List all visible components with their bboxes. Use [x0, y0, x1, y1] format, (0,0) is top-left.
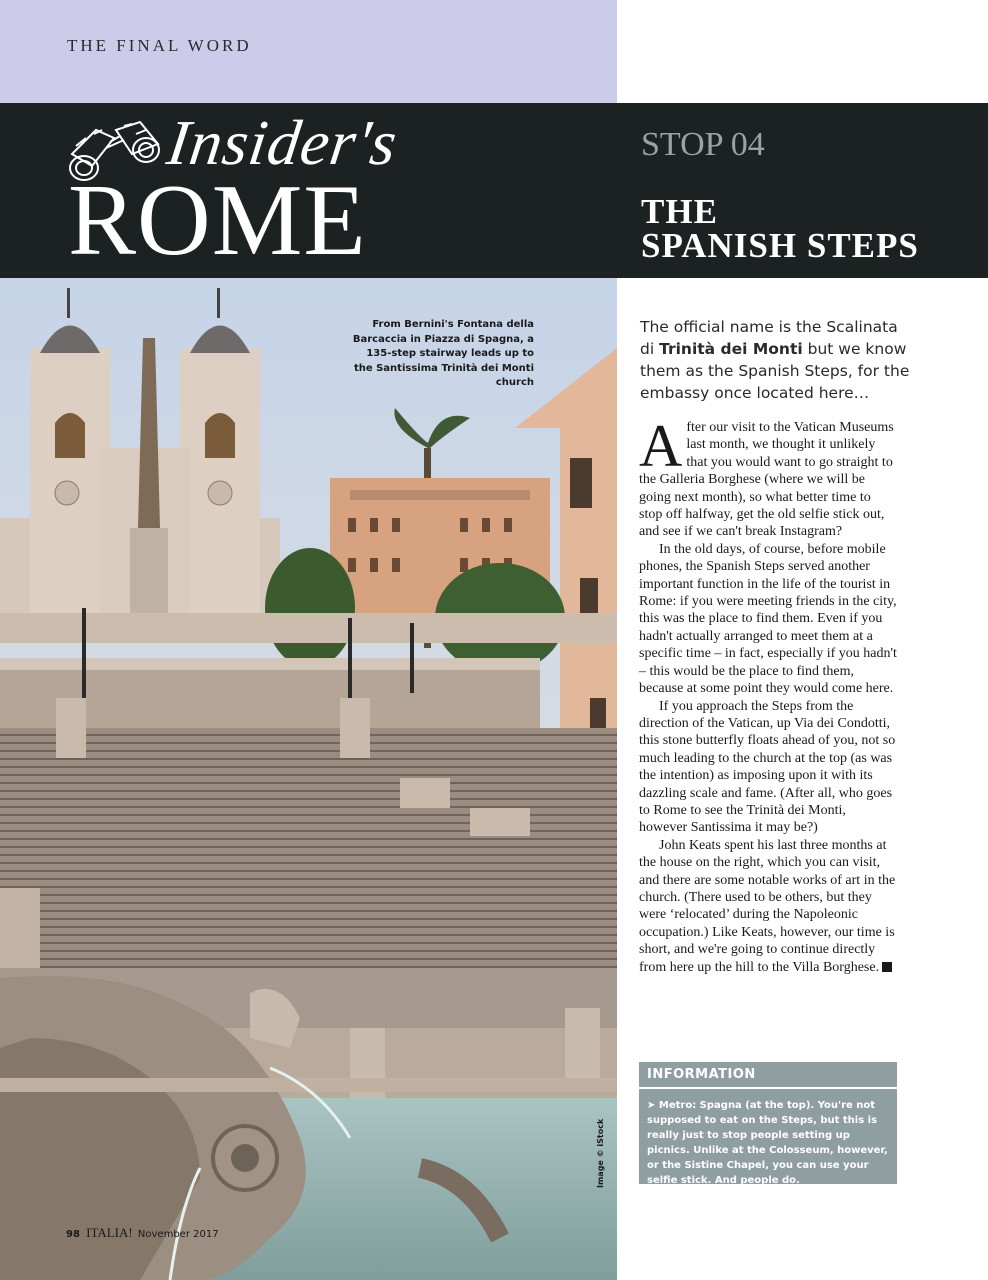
issue-date: November 2017 — [137, 1229, 219, 1240]
article-title — [641, 192, 919, 265]
page-footer — [66, 1225, 219, 1241]
stop-number: STOP 04 — [641, 126, 765, 163]
standfirst — [640, 316, 910, 404]
information-body: Metro: Spagna (at the top). You're not supposed to eat on the Steps, but this is really just to stop people setting up picnics. Unlike at the Colosseum, however, or the Sistine Chapel, you can use your selfie stick. And people do. — [647, 1100, 888, 1186]
page-number: 98 — [66, 1229, 80, 1240]
title-line-2: SPANISH STEPS — [641, 226, 919, 265]
article-paragraph-1 — [639, 413, 897, 541]
article-paragraph-4 — [639, 837, 897, 976]
end-mark-icon — [882, 962, 892, 972]
magazine-name: ITALIA! — [86, 1225, 133, 1240]
logo-main-text: ROME — [68, 164, 367, 277]
photo-credit: Image © iStock — [596, 1118, 605, 1188]
photo-caption: From Bernini's Fontana della Barcaccia in Piazza di Spagna, a 135-step stairway leads up to the Santissima Trinità dei Monti church — [352, 319, 534, 388]
article-paragraph-3: If you approach the Steps from the direction of the Vatican, up Via dei Condotti, this stone butterfly floats ahead of you, not so much leading to the church at the top (as was the intention) as imposing upon it with its dazzling scale and fame. (After all, who goes to Rome to see the Trinità dei Monti, however Santissima it may be?) — [639, 698, 896, 836]
drop-cap: A — [639, 413, 683, 479]
paragraph-4-text: John Keats spent his last three months at the house on the right, which you can visit, and there are some notable works of art in the church. (There used to be others, but they were ‘relocated’ during the Napoleonic occupation.) Like Keats, however, our time is short, and we're going to continue directly from here up the hill to the Villa Borghese. — [639, 837, 896, 975]
spanish-steps-photo — [0, 278, 617, 1280]
article-body — [639, 413, 897, 976]
standfirst-part-1: The official name is the Scalinata di — [640, 318, 898, 358]
standfirst-bold: Trinità dei Monti — [659, 340, 803, 358]
article-paragraph-2: In the old days, of course, before mobile phones, the Spanish Steps served another important function in the life of the tourist in Rome: if you were meeting friends in the city, this was the place to find them. Even if you hadn't actually arranged to meet them at a specific time – in fact, especially if you hadn't – this would be the place to find them, because at some point they would come here. — [639, 541, 897, 697]
information-heading: INFORMATION — [639, 1062, 897, 1089]
section-label: THE FINAL WORD — [67, 36, 252, 55]
information-text — [647, 1098, 893, 1188]
paragraph-1-text: fter our visit to the Vatican Museums last month, we thought it unlikely that you would want to go straight to the Galleria Borghese (where we will be going next month), so what better time to stop off halfway, get the old selfie stick out, and see if we can't break Instagram? — [639, 420, 894, 540]
information-box — [639, 1062, 897, 1184]
standfirst-part-2: but we know them as the Spanish Steps, for the embassy once located here… — [640, 340, 910, 402]
arrow-icon: ➤ — [647, 1100, 656, 1111]
logo-script-text: Insider's — [163, 107, 402, 178]
title-line-1: THE — [641, 192, 718, 231]
